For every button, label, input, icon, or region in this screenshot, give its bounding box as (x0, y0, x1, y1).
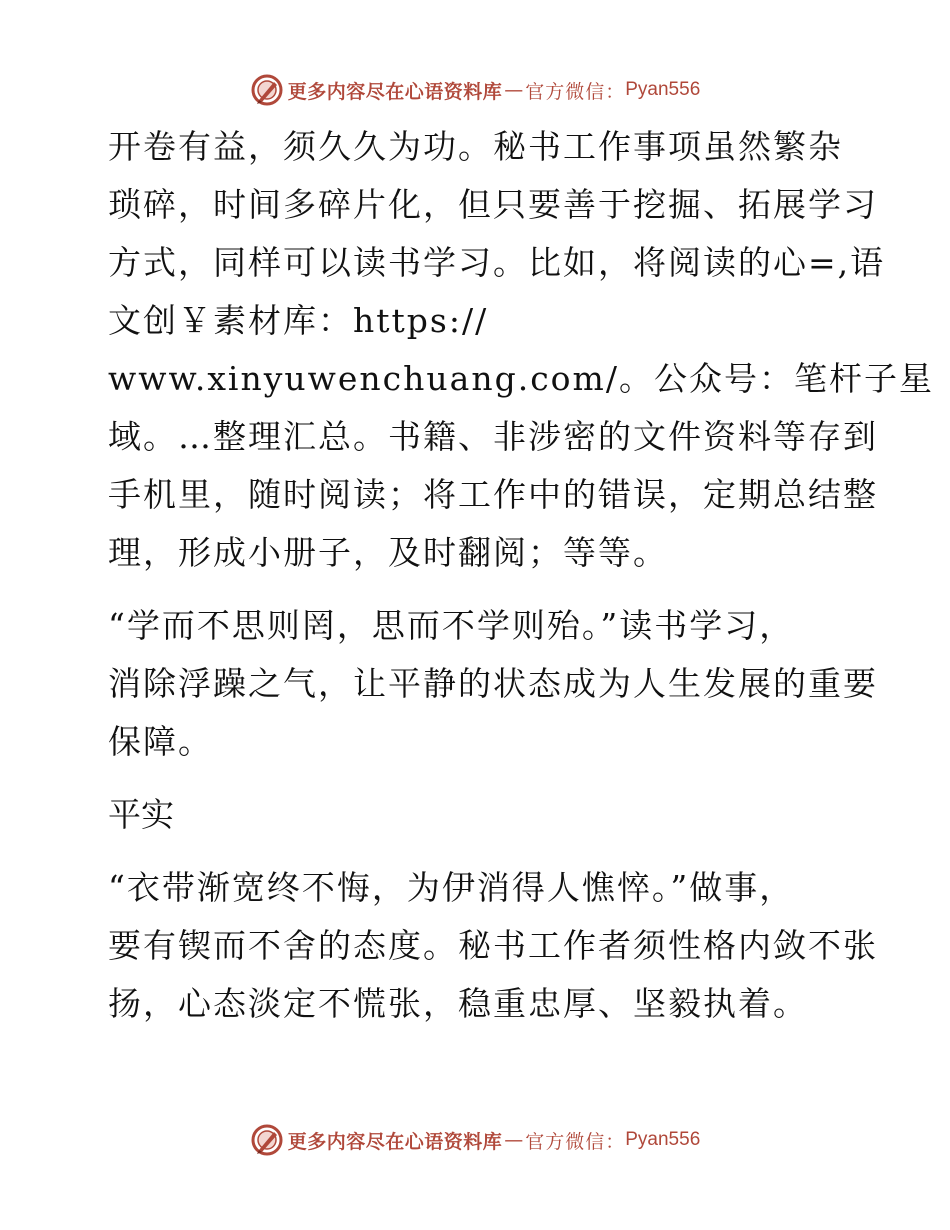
text-line: 消除浮躁之气，让平静的状态成为人生发展的重要 (108, 664, 878, 703)
section-heading: 平实 (108, 795, 174, 834)
text-line: 开卷有益，须久久为功。秘书工作事项虽然繁杂 (108, 127, 843, 166)
text-line: 扬，心态淡定不慌张，稳重忠厚、坚毅执着。 (108, 984, 808, 1023)
pen-logo-icon (250, 1123, 284, 1157)
text-line: 方式，同样可以读书学习。比如，将阅读的心=,语 (108, 243, 886, 282)
banner-wechat-label: 官方微信： (525, 1130, 626, 1153)
header-banner (0, 70, 950, 110)
banner-dash: — (504, 79, 524, 101)
paragraph-quote-learning (98, 597, 878, 771)
text-line: “衣带渐宽终不悔，为伊消得人憔悴。”做事， (108, 868, 795, 907)
banner-brand-text: 更多内容尽在心语资料库 (287, 1130, 503, 1153)
text-line: 保障。 (108, 722, 213, 761)
text-line: www.xinyuwenchuang.com/。公众号：笔杆子星 (108, 359, 934, 398)
banner-brand-text: 更多内容尽在心语资料库 (287, 80, 503, 103)
document-body (98, 118, 934, 1048)
paragraph-reading (98, 118, 934, 582)
text-line: 文创￥素材库：https:// (108, 301, 489, 340)
paragraph-perseverance (98, 859, 878, 1033)
banner-wechat-id: Pyan556 (625, 1129, 701, 1150)
text-line: 琐碎，时间多碎片化，但只要善于挖掘、拓展学习 (108, 185, 878, 224)
text-line: “学而不思则罔，思而不学则殆。”读书学习， (108, 606, 795, 645)
banner-wechat-label: 官方微信： (525, 80, 626, 103)
text-line: 域。…整理汇总。书籍、非涉密的文件资料等存到 (108, 417, 878, 456)
banner-dash: — (504, 1129, 524, 1151)
footer-banner (0, 1120, 950, 1160)
text-line: 手机里，随时阅读；将工作中的错误，定期总结整 (108, 475, 878, 514)
text-line: 理，形成小册子，及时翻阅；等等。 (108, 533, 668, 572)
text-line: 要有锲而不舍的态度。秘书工作者须性格内敛不张 (108, 926, 878, 965)
banner-wechat-id: Pyan556 (625, 79, 701, 100)
pen-logo-icon (250, 73, 284, 107)
